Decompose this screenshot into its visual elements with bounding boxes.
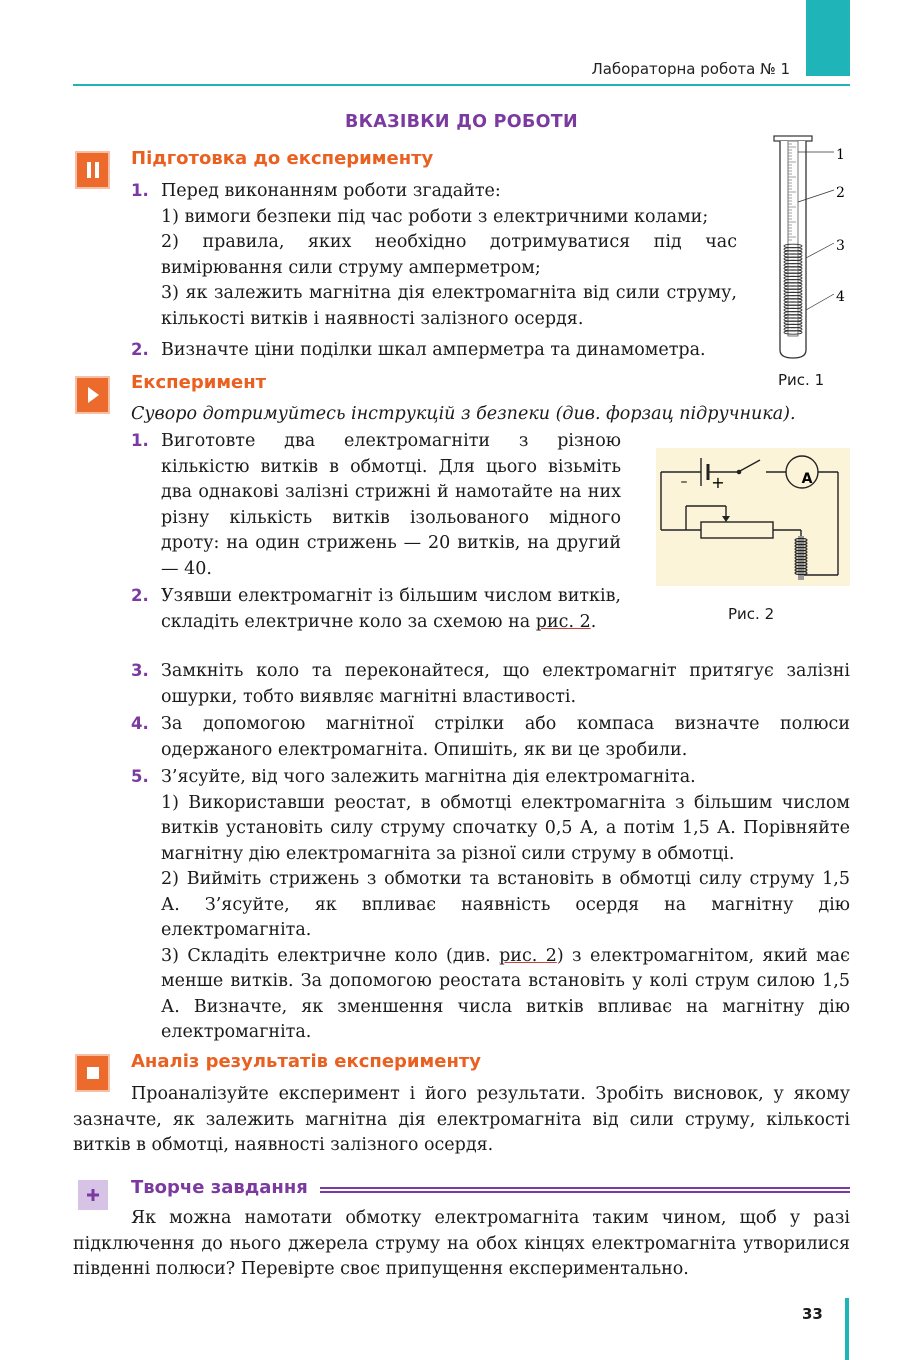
item-number: 1. bbox=[131, 181, 149, 200]
prep-list bbox=[131, 178, 737, 364]
list-item bbox=[131, 711, 850, 763]
coil-core bbox=[798, 536, 804, 580]
analysis-title: Аналіз результатів експерименту bbox=[131, 1051, 482, 1072]
sub-item: 1) вимоги безпеки під час роботи з електричними колами; bbox=[161, 206, 709, 227]
page-number: 33 bbox=[802, 1305, 823, 1323]
item-text: З’ясуйте, від чого залежить магнітна дія електромагніта. bbox=[161, 767, 696, 787]
item-text: Перед виконанням роботи згадайте: bbox=[161, 181, 501, 201]
experiment-list-bottom bbox=[131, 658, 850, 1046]
prep-title: Підготовка до експерименту bbox=[131, 148, 434, 169]
header-rule bbox=[73, 84, 850, 86]
sub-item bbox=[161, 944, 850, 1046]
item-text: Виготовте два електромагніти з різною кількістю витків в обмотці. Для цього візьміть два однакові залізні стрижні й намотайте на них різну кількість витків ізольованого мідного дроту: на один стрижень — 20 витків, на другий — 40. bbox=[161, 431, 621, 579]
item-text-end: . bbox=[590, 611, 597, 632]
item-number: 5. bbox=[131, 767, 149, 786]
figure-2-circuit bbox=[656, 448, 850, 586]
list-item bbox=[131, 764, 850, 791]
item-number: 3. bbox=[131, 661, 149, 680]
safety-note: Суворо дотримуйтесь інструкцій з безпеки (див. форзац підручника). bbox=[131, 404, 796, 424]
item-text: Визначте ціни поділки шкал амперметра та динамометра. bbox=[161, 340, 706, 360]
play-icon bbox=[75, 376, 110, 414]
sub-item-text: ) з електромагнітом, який має менше витків. За допомогою реостата встановіть у колі струм силою 1,5 А. Визначте, як зменшення числа витків впливає на магнітну дію електромагніта. bbox=[161, 945, 850, 1042]
figure-2-caption: Рис. 2 bbox=[728, 605, 775, 623]
sub-item: 1) Використавши реостат, в обмотці електромагніта з більшим числом витків установіть силу струму спочатку 0,5 А, а потім 1,5 А. Порівняйте магнітну дію електромагніта за різної сили струму в обмотці. bbox=[161, 792, 850, 864]
list-item bbox=[131, 178, 737, 205]
battery-plus-label: + bbox=[711, 473, 725, 492]
page-edge-bar bbox=[845, 1298, 849, 1360]
figure-1-electromagnet bbox=[762, 130, 852, 365]
creative-title: Творче завдання bbox=[131, 1177, 308, 1198]
list-item bbox=[131, 337, 737, 364]
fig1-label: 4 bbox=[836, 289, 845, 305]
sub-item-text: 3) Складіть електричне коло (див. bbox=[161, 945, 491, 966]
creative-rule bbox=[320, 1187, 850, 1193]
figure-2-link[interactable]: рис. 2 bbox=[535, 611, 591, 632]
item-text: Замкніть коло та переконайтеся, що електромагніт притягує залізні ошурки, тобто виявляє магнітні властивості. bbox=[161, 661, 850, 707]
item-number: 4. bbox=[131, 714, 149, 733]
header-color-tab bbox=[806, 0, 850, 76]
item-number: 1. bbox=[131, 431, 149, 450]
list-item bbox=[131, 428, 621, 582]
experiment-list-top bbox=[131, 428, 621, 635]
sub-item: 3) як залежить магнітна дія електромагніта від сили струму, кількості витків і наявності залізного осердя. bbox=[161, 283, 737, 329]
sub-item: 2) правила, яких необхідно дотримуватися під час вимірювання сили струму амперметром; bbox=[161, 232, 737, 278]
fig1-label: 2 bbox=[836, 185, 845, 201]
item-number: 2. bbox=[131, 586, 149, 605]
fig1-label: 3 bbox=[836, 238, 845, 254]
experiment-title: Експеримент bbox=[131, 372, 267, 393]
battery-minus-label: – bbox=[680, 474, 688, 490]
item-number: 2. bbox=[131, 340, 149, 359]
list-item bbox=[131, 658, 850, 710]
fig1-label: 1 bbox=[836, 147, 845, 163]
main-heading: ВКАЗІВКИ ДО РОБОТИ bbox=[345, 112, 578, 132]
figure-2-link[interactable]: рис. 2 bbox=[499, 945, 557, 966]
header-title: Лабораторна робота № 1 bbox=[591, 60, 790, 78]
pause-icon bbox=[75, 151, 110, 189]
creative-text: Як можна намотати обмотку електромагніта таким чином, щоб у разі підключення до нього джерела струму на обох кінцях електромагніта утворилися південні полюси? Перевірте своє припущення експериментально. bbox=[73, 1208, 850, 1279]
ammeter-label: A bbox=[801, 471, 813, 487]
sub-item: 2) Вийміть стрижень з обмотки та встановіть в обмотці силу струму 1,5 А. З’ясуйте, як впливає наявність осердя на магнітну дію електромагніта. bbox=[161, 869, 850, 940]
list-item bbox=[131, 583, 621, 635]
item-text: За допомогою магнітної стрілки або компаса визначте полюси одержаного електромагніта. Опишіть, як ви це зробили. bbox=[161, 714, 850, 760]
analysis-text: Проаналізуйте експеримент і його результати. Зробіть висновок, у якому зазначте, як залежить магнітна дія електромагніта від сили струму, кількості витків в обмотці, наявності залізного осердя. bbox=[73, 1084, 850, 1155]
item-text: Узявши електромагніт із більшим числом витків, складіть електричне коло за схемою на bbox=[161, 586, 621, 632]
figure-1-caption: Рис. 1 bbox=[778, 371, 825, 389]
